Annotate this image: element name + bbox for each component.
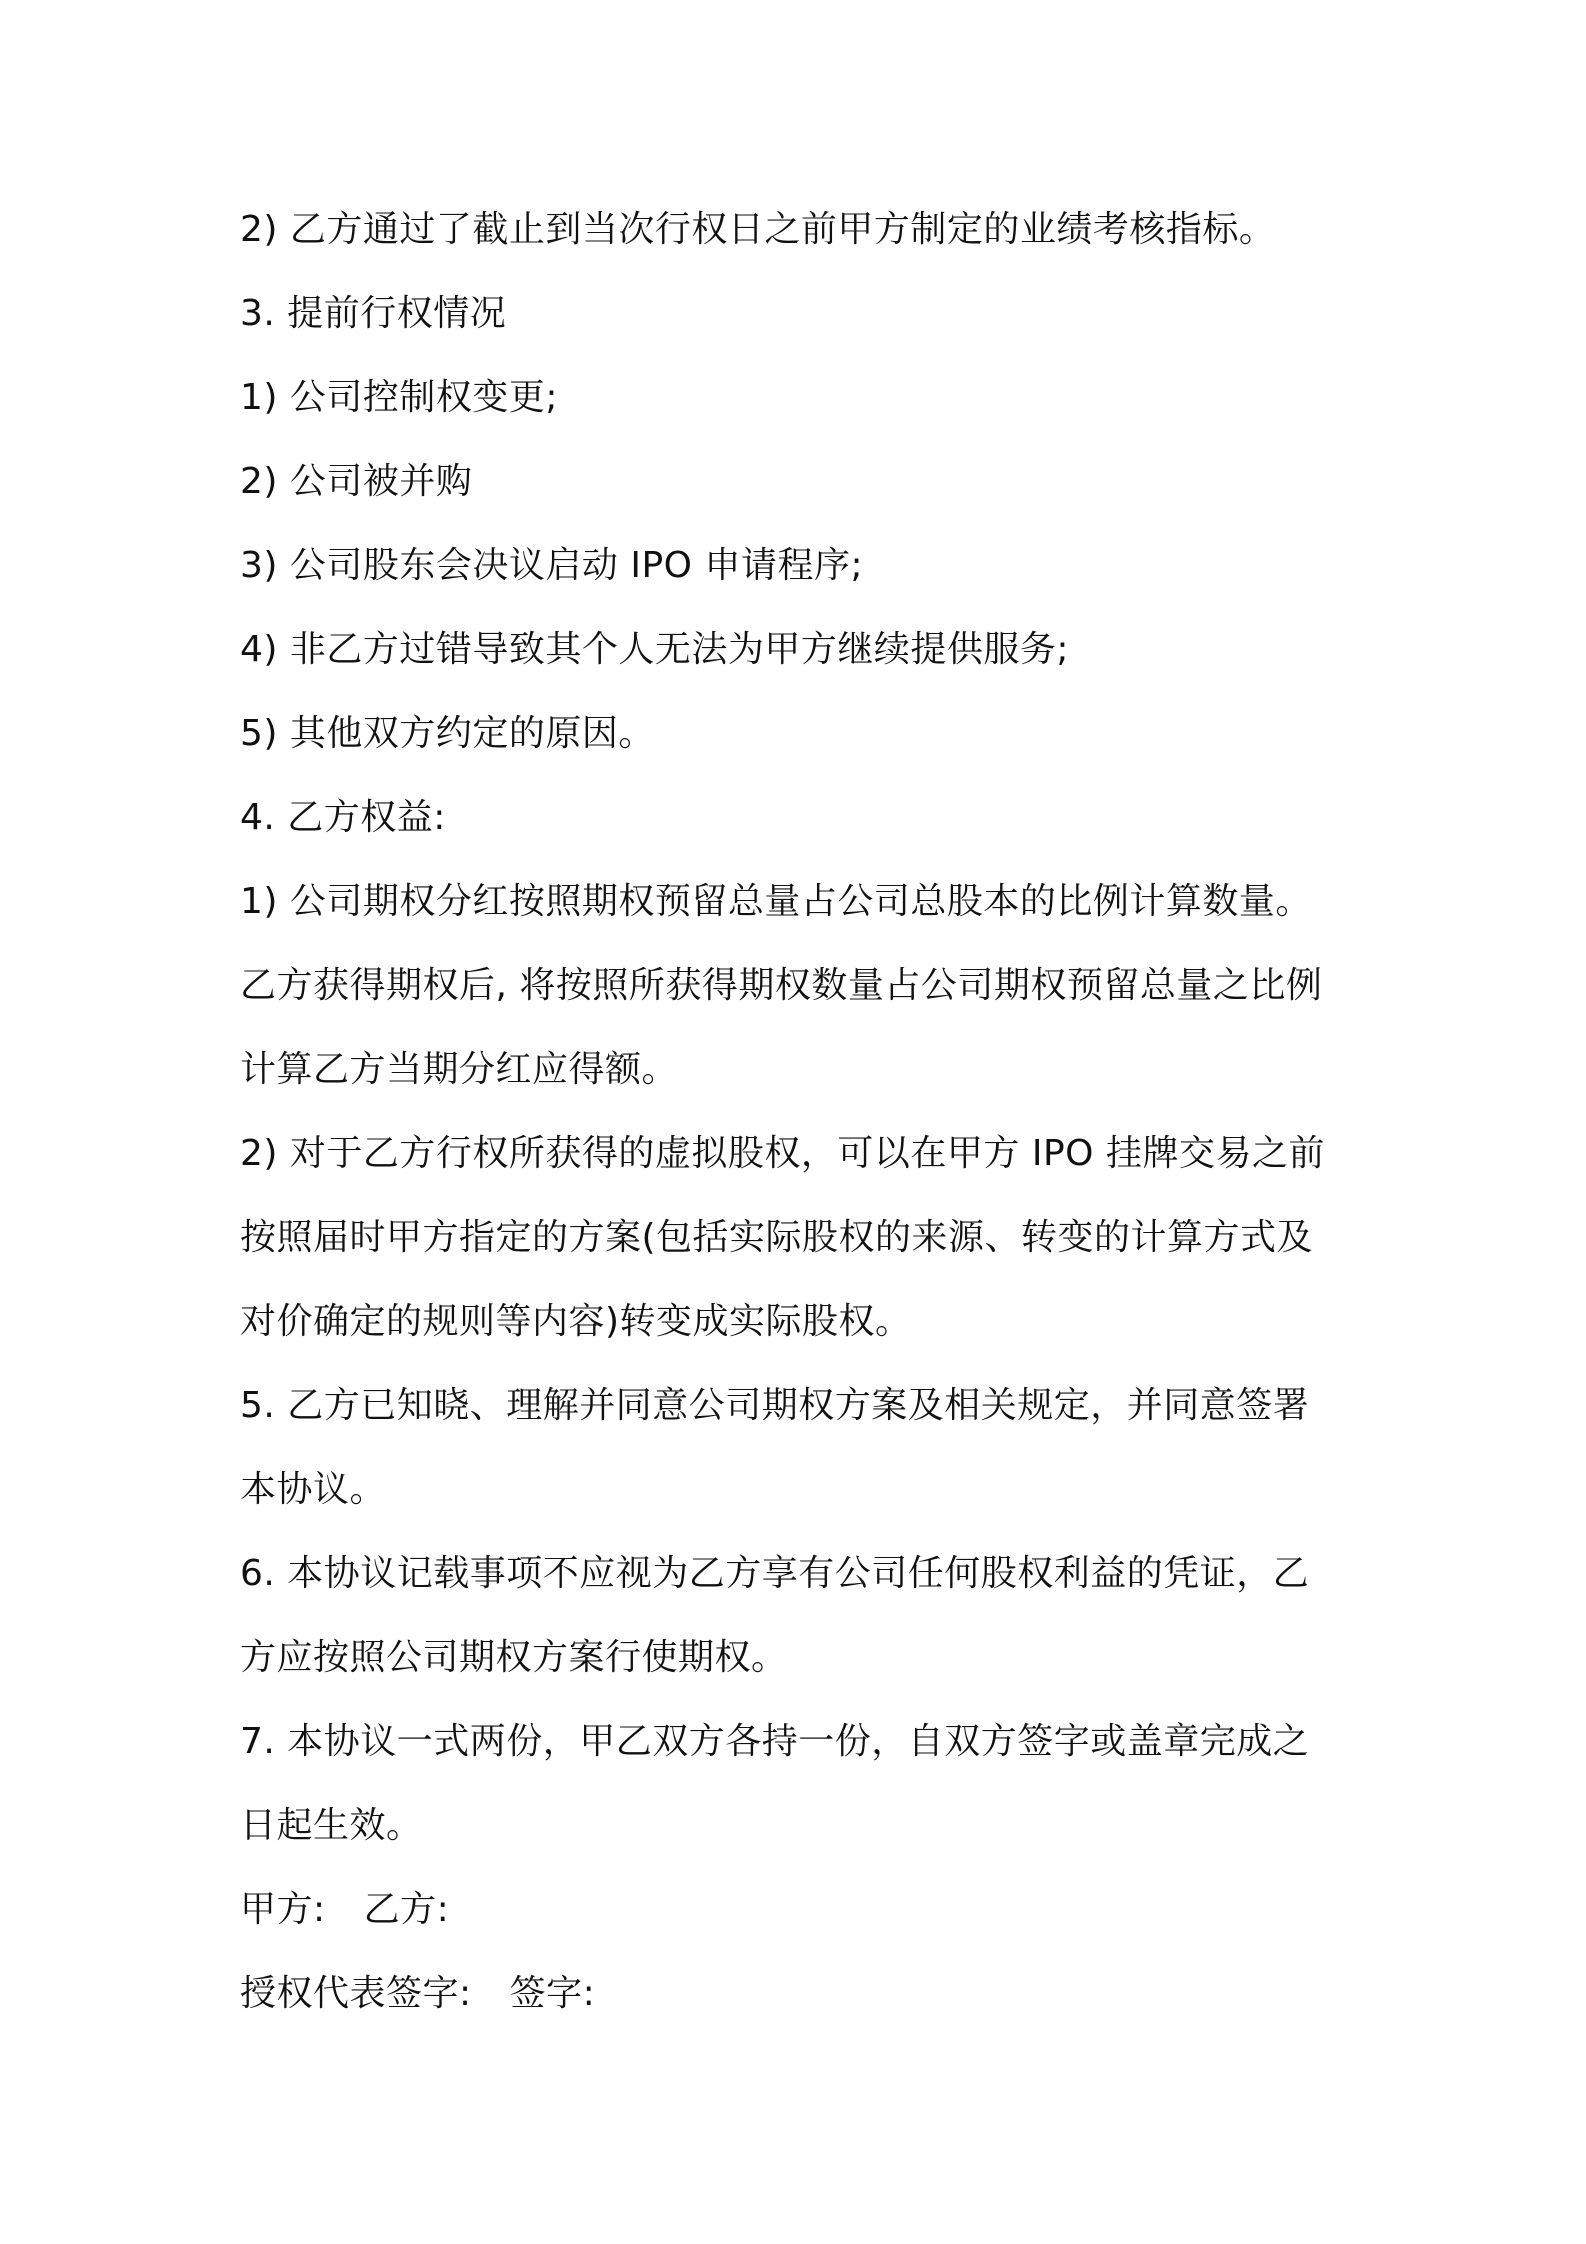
clause-line: 方应按照公司期权方案行使期权。 <box>240 1637 788 1678</box>
clause-line: 2) 对于乙方行权所获得的虚拟股权，可以在甲方 IPO 挂牌交易之前 <box>240 1133 1325 1174</box>
document-body <box>240 198 1360 2046</box>
clause-line: 6. 本协议记载事项不应视为乙方享有公司任何股权利益的凭证，乙 <box>240 1553 1310 1594</box>
clause-line: 7. 本协议一式两份，甲乙双方各持一份，自双方签字或盖章完成之 <box>240 1721 1310 1762</box>
signature-row <box>240 1962 1360 2046</box>
clause-line: 5. 乙方已知晓、理解并同意公司期权方案及相关规定，并同意签署 <box>240 1385 1310 1426</box>
clause-line: 乙方获得期权后, 将按照所获得期权数量占公司期权预留总量之比例 <box>240 965 1323 1006</box>
clause-line: 5) 其他双方约定的原因。 <box>240 713 655 754</box>
clause-line: 计算乙方当期分红应得额。 <box>240 1049 679 1090</box>
clause-line: 本协议。 <box>240 1469 387 1510</box>
clause-line: 4) 非乙方过错导致其个人无法为甲方继续提供服务; <box>240 629 1070 670</box>
party-a-label: 甲方: <box>240 1889 326 1930</box>
party-b-label: 乙方: <box>363 1889 450 1930</box>
clause-line: 1) 公司控制权变更; <box>240 377 559 418</box>
clause-line: 日起生效。 <box>240 1805 423 1846</box>
clause-line: 3) 公司股东会决议启动 IPO 申请程序; <box>240 545 864 586</box>
party-row <box>240 1878 1360 1962</box>
clause-line: 1) 公司期权分红按照期权预留总量占公司总股本的比例计算数量。 <box>240 881 1312 922</box>
section-heading: 4. 乙方权益: <box>240 797 446 838</box>
clause-line: 2) 公司被并购 <box>240 461 473 502</box>
signature-label: 签字: <box>509 1973 596 2014</box>
clause-line: 按照届时甲方指定的方案(包括实际股权的来源、转变的计算方式及 <box>240 1217 1314 1258</box>
section-heading: 3. 提前行权情况 <box>240 293 507 334</box>
clause-line: 2) 乙方通过了截止到当次行权日之前甲方制定的业绩考核指标。 <box>240 209 1276 250</box>
clause-line: 对价确定的规则等内容)转变成实际股权。 <box>240 1301 912 1342</box>
rep-signature-label: 授权代表签字: <box>240 1973 472 2014</box>
